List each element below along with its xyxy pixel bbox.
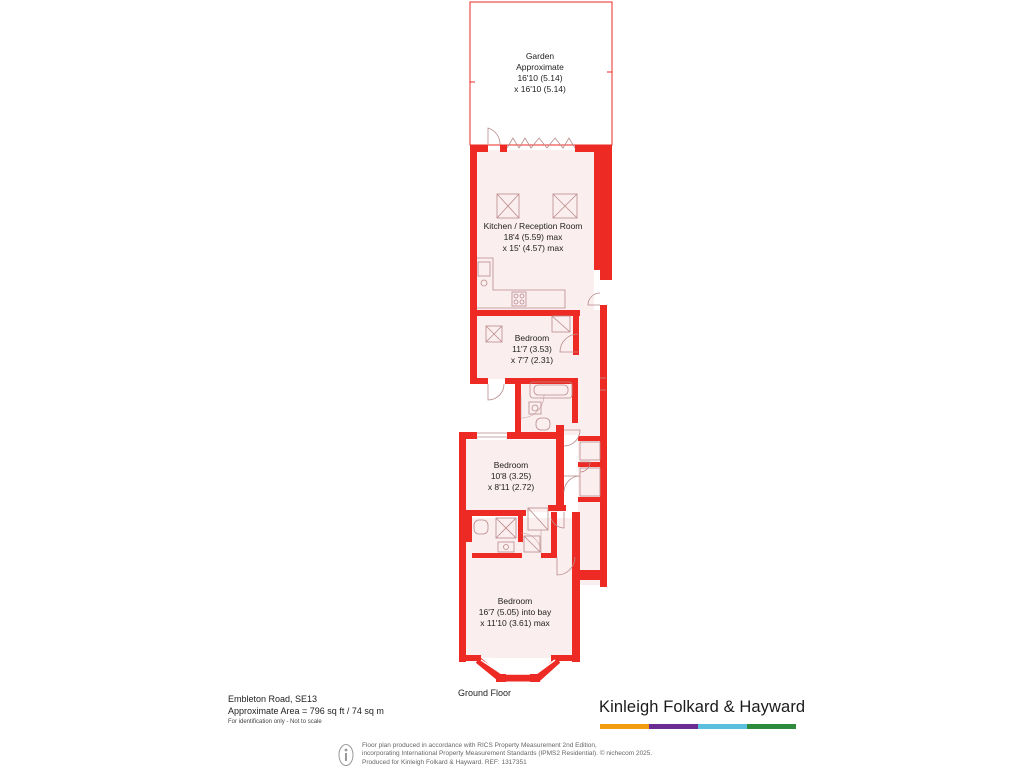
- floor-label: Ground Floor: [458, 688, 512, 698]
- svg-text:x 11'10 (3.61) max: x 11'10 (3.61) max: [480, 618, 550, 628]
- svg-text:Bedroom: Bedroom: [497, 596, 533, 606]
- scale-disclaimer: For identification only - Not to scale: [228, 719, 322, 725]
- svg-text:Garden: Garden: [525, 51, 555, 61]
- brand-name: Kinleigh Folkard & Hayward: [599, 698, 806, 716]
- svg-text:16'10 (5.14): 16'10 (5.14): [517, 73, 563, 83]
- svg-text:x 7'7 (2.31): x 7'7 (2.31): [510, 355, 554, 365]
- footer-line-3: Produced for Kinleigh Folkard & Hayward. REF: 1317351: [362, 758, 527, 766]
- bedroom1-label: [511, 333, 553, 365]
- property-area: Approximate Area = 796 sq ft / 74 sq m: [228, 706, 384, 716]
- property-address: Embleton Road, SE13: [228, 694, 318, 704]
- bedroom2-label: [488, 460, 535, 492]
- svg-text:16'7 (5.05) into bay: 16'7 (5.05) into bay: [478, 607, 552, 617]
- brand-color-4: [747, 724, 796, 729]
- footer-text: [362, 742, 652, 767]
- svg-text:x 15' (4.57) max: x 15' (4.57) max: [502, 243, 564, 253]
- nichecom-logo-icon: [337, 743, 355, 767]
- brand-color-bar: [600, 724, 796, 729]
- svg-text:Bedroom: Bedroom: [514, 333, 550, 343]
- svg-text:x 8'11 (2.72): x 8'11 (2.72): [487, 482, 535, 492]
- svg-text:10'8 (3.25): 10'8 (3.25): [490, 471, 532, 481]
- windows: [477, 433, 507, 437]
- svg-text:Bedroom: Bedroom: [493, 460, 529, 470]
- svg-text:Approximate: Approximate: [516, 62, 564, 72]
- brand-color-1: [600, 724, 649, 729]
- footer-line-1: Floor plan produced in accordance with RICS Property Measurement 2nd Edition,: [362, 742, 597, 749]
- footer-line-2: incorporating International Property Measurement Standards (IPMS2 Residential). © nichecom 2025.: [362, 750, 653, 758]
- brand-color-2: [649, 724, 698, 729]
- svg-text:11'7 (3.53): 11'7 (3.53): [512, 344, 552, 354]
- svg-text:Kitchen / Reception Room: Kitchen / Reception Room: [483, 221, 583, 231]
- svg-text:18'4 (5.59) max: 18'4 (5.59) max: [503, 232, 563, 242]
- bay-window: [478, 660, 558, 682]
- brand-color-3: [698, 724, 747, 729]
- svg-text:x 16'10 (5.14): x 16'10 (5.14): [514, 84, 566, 94]
